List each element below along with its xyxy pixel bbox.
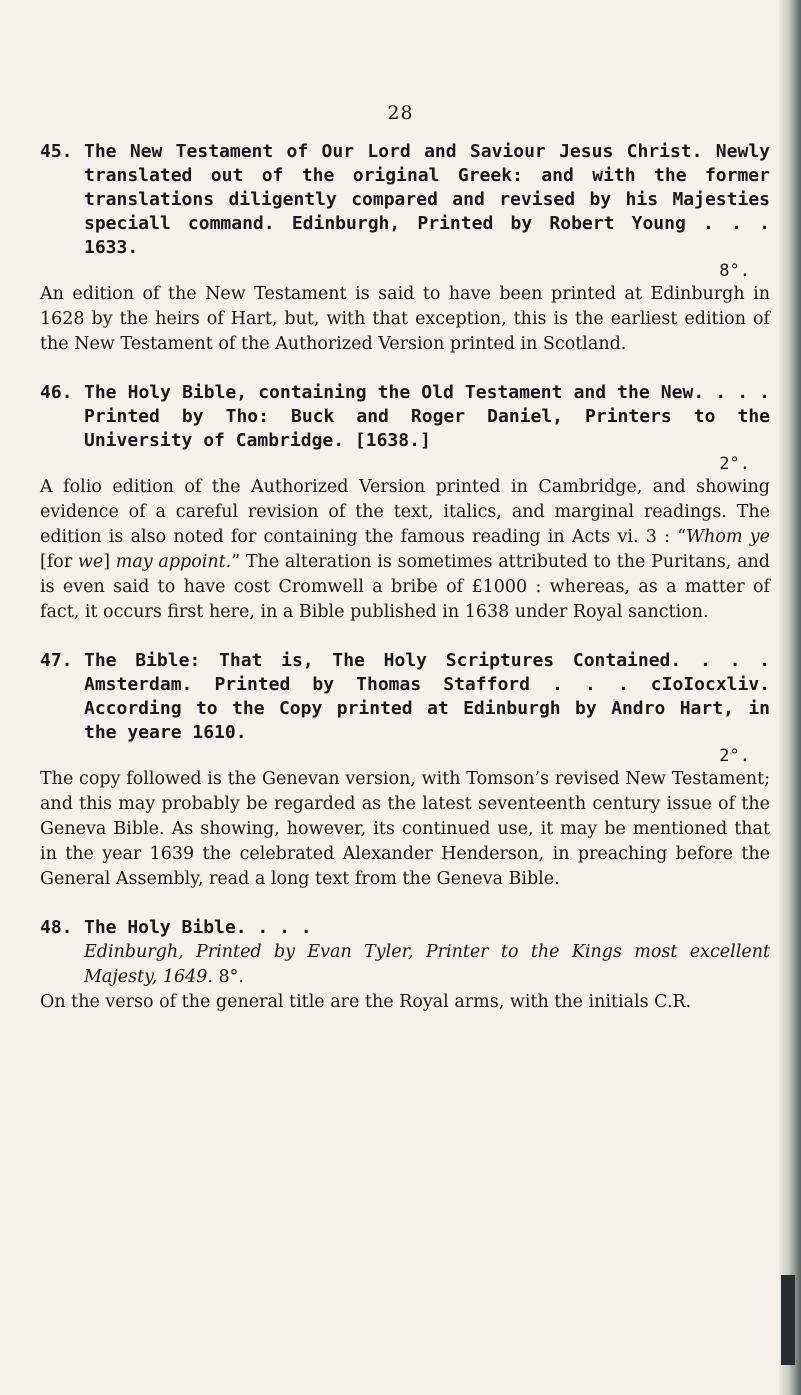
entry-46 bbox=[40, 381, 770, 625]
entry-heading bbox=[40, 649, 770, 745]
note-text: ” The alteration is sometimes attributed to the Puritans, and is even said to have cost Cromwell a bribe of £1000 : whereas, as a matter of fact, it occurs first here, in a Bible published in 1638 under Royal sanction. bbox=[40, 552, 770, 622]
entry-note: On the verso of the general title are the Royal arms, with the initials C.R. bbox=[40, 992, 692, 1012]
entry-imprint bbox=[40, 940, 770, 990]
entry-number: 48. bbox=[40, 917, 73, 938]
note-italic: may appoint. bbox=[115, 552, 232, 572]
note-text: A folio edition of the Authorized Version printed in Cambridge, and showing evidence of a careful revision of the text, italics, and marginal readings. The edition is also noted for containing the famous reading in Acts vi. 3 : “ bbox=[40, 477, 770, 547]
entry-title: The Bible: That is, The Holy Scriptures Contained. . . . Amsterdam. Printed by Thomas Stafford . . . cIoIocxliv. According to the Copy printed at Edinburgh by Andro Hart, in the yeare 1610. bbox=[84, 650, 770, 743]
entry-47 bbox=[40, 649, 770, 892]
page-edge-mark bbox=[781, 1275, 795, 1365]
entry-title: The New Testament of Our Lord and Saviour Jesus Christ. Newly translated out of the original Greek: and with the former translations diligently compared and revised by his Majesties speciall command. Edinburgh, Printed by Robert Young . . . 1633. bbox=[84, 141, 770, 258]
page-edge-shadow bbox=[779, 0, 801, 1395]
note-italic: Whom ye bbox=[686, 527, 770, 547]
entry-number: 47. bbox=[40, 650, 73, 671]
entry-heading bbox=[40, 916, 770, 940]
entry-note: An edition of the New Testament is said to have been printed at Edinburgh in 1628 by the heirs of Hart, but, with that exception, this is the earliest edition of the New Testament of the Authorized Version printed in Scotland. bbox=[40, 284, 770, 354]
note-italic: we bbox=[77, 552, 104, 572]
entry-48 bbox=[40, 916, 770, 1015]
imprint-text: Edinburgh, Printed by Evan Tyler, Printer to the Kings most excellent Majesty, 1649. bbox=[84, 942, 770, 987]
entry-format: 8°. bbox=[719, 261, 750, 281]
entry-number: 45. bbox=[40, 141, 73, 162]
entry-number: 46. bbox=[40, 382, 73, 403]
entry-heading bbox=[40, 381, 770, 453]
note-text: [for bbox=[40, 552, 78, 572]
entry-note: The copy followed is the Genevan version, with Tomson’s revised New Testament; and this may probably be regarded as the latest seventeenth century issue of the Geneva Bible. As showing, however, its continued use, it may be mentioned that in the year 1639 the celebrated Alexander Henderson, in preaching before the General Assembly, read a long text from the Geneva Bible. bbox=[40, 769, 770, 889]
entry-heading bbox=[40, 140, 770, 260]
page-body bbox=[40, 140, 770, 1039]
entry-45 bbox=[40, 140, 770, 357]
entry-note bbox=[40, 475, 770, 625]
entry-title: The Holy Bible. . . . bbox=[84, 917, 312, 938]
page-number: 28 bbox=[387, 102, 414, 124]
entry-format: 2°. bbox=[719, 746, 750, 766]
note-text: ] bbox=[103, 552, 116, 572]
entry-title: The Holy Bible, containing the Old Testament and the New. . . . Printed by Tho: Buck and Roger Daniel, Printers to the University of Cambridge. [1638.] bbox=[84, 382, 770, 451]
entry-format: 8°. bbox=[218, 967, 244, 987]
entry-format: 2°. bbox=[719, 454, 750, 474]
